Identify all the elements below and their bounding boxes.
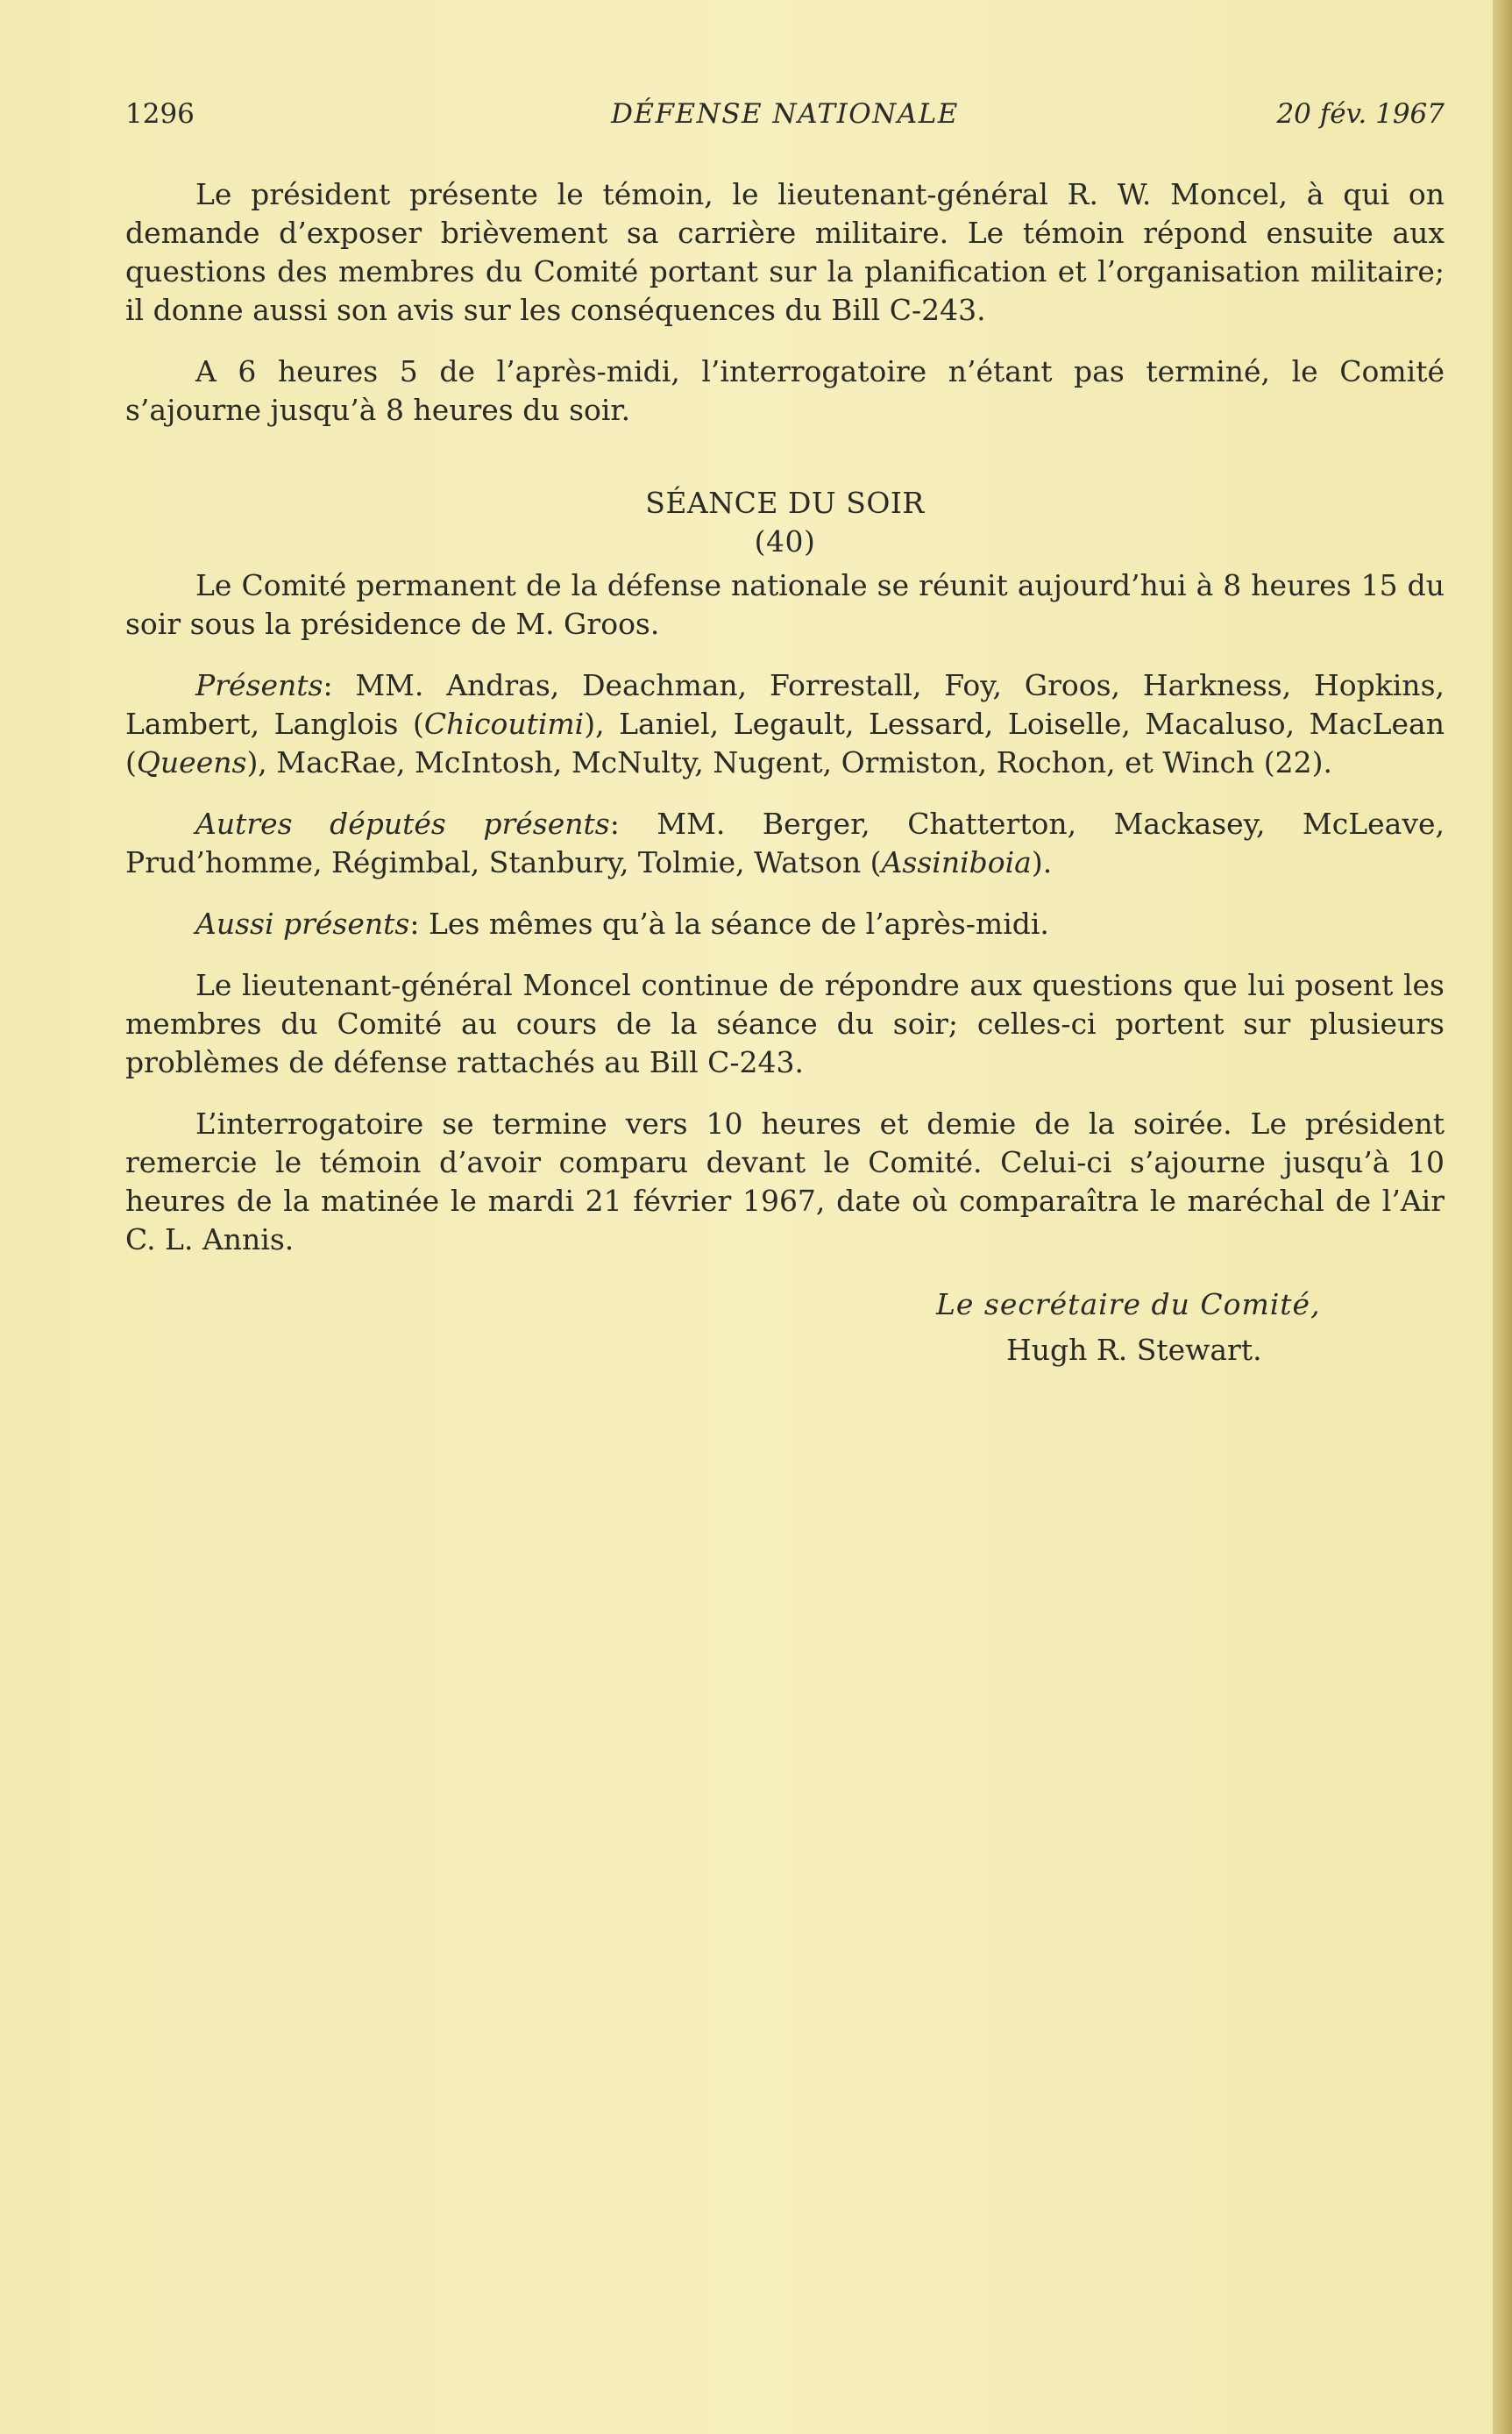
signature-name: Hugh R. Stewart. (1006, 1333, 1262, 1367)
paragraph-witness-presentation: Le président présente le témoin, le lieutenant-général R. W. Moncel, à qui on demande d’exposer brièvement sa carrière militaire. Le témoin répond ensuite aux questions des membres du Comité portant sur la planification et l’organisation militaire; il donne aussi son avis sur les conséquences du Bill C-243. (125, 177, 1445, 327)
also-present-text: : Les mêmes qu’à la séance de l’après-midi. (409, 907, 1049, 941)
present-text-1: : MM. Andras, Deachman, Forrestall, Foy, Groos, Harkness, Hopkins, Lambert, Langlois ( (125, 668, 1445, 741)
other-members-text-1: : MM. Berger, Chatterton, Mackasey, McLeave, Prud’homme, Régimbal, Stanbury, Tolmie, Watson ( (125, 807, 1445, 879)
present-text-2: ), Laniel, Legault, Lessard, Loiselle, Macaluso, MacLean ( (125, 707, 1445, 779)
present-text-3: ), MacRae, McIntosh, McNulty, Nugent, Ormiston, Rochon, et Winch (22). (246, 745, 1333, 779)
paragraph-closing: L’interrogatoire se termine vers 10 heures et demie de la soirée. Le président remercie le témoin d’avoir comparu devant le Comité. Celui-ci s’ajourne jusqu’à 10 heures de la matinée le mardi 21 février 1967, date où comparaîtra le maréchal de l’Air C. L. Annis. (125, 1107, 1445, 1256)
page-number: 1296 (125, 98, 195, 130)
paragraph-other-members (125, 805, 1445, 882)
paragraph-adjournment-afternoon: A 6 heures 5 de l’après-midi, l’interrogatoire n’étant pas terminé, le Comité s’ajourne jusqu’à 8 heures du soir. (125, 354, 1445, 427)
paragraph-present-members (125, 666, 1445, 782)
riding-queens: Queens (136, 745, 247, 779)
signature-role: Le secrétaire du Comité, (936, 1287, 1321, 1321)
page-header (125, 98, 1445, 140)
present-label: Présents (195, 668, 323, 702)
page-edge (1493, 0, 1512, 2434)
section-title: SÉANCE DU SOIR (645, 486, 925, 520)
other-members-label: Autres députés présents (195, 807, 610, 841)
header-date: 20 fév. 1967 (1276, 98, 1445, 130)
paragraph-also-present (125, 905, 1445, 943)
paragraph-testimony: Le lieutenant-général Moncel continue de répondre aux questions que lui posent les membres du Comité au cours de la séance du soir; celles-ci portent sur plusieurs problèmes de défense rattachés au Bill C-243. (125, 968, 1445, 1079)
signature-block (125, 1282, 1445, 1373)
section-heading (125, 484, 1445, 561)
riding-chicoutimi: Chicoutimi (423, 707, 585, 741)
section-number: (40) (754, 524, 816, 559)
paragraph-opening: Le Comité permanent de la défense nationale se réunit aujourd’hui à 8 heures 15 du soir sous la présidence de M. Groos. (125, 568, 1445, 641)
other-members-text-2: ). (1031, 845, 1053, 879)
running-title: DÉFENSE NATIONALE (611, 98, 959, 130)
also-present-label: Aussi présents (195, 907, 410, 941)
riding-assiniboia: Assiniboia (881, 845, 1032, 879)
document-body (125, 175, 1445, 1373)
